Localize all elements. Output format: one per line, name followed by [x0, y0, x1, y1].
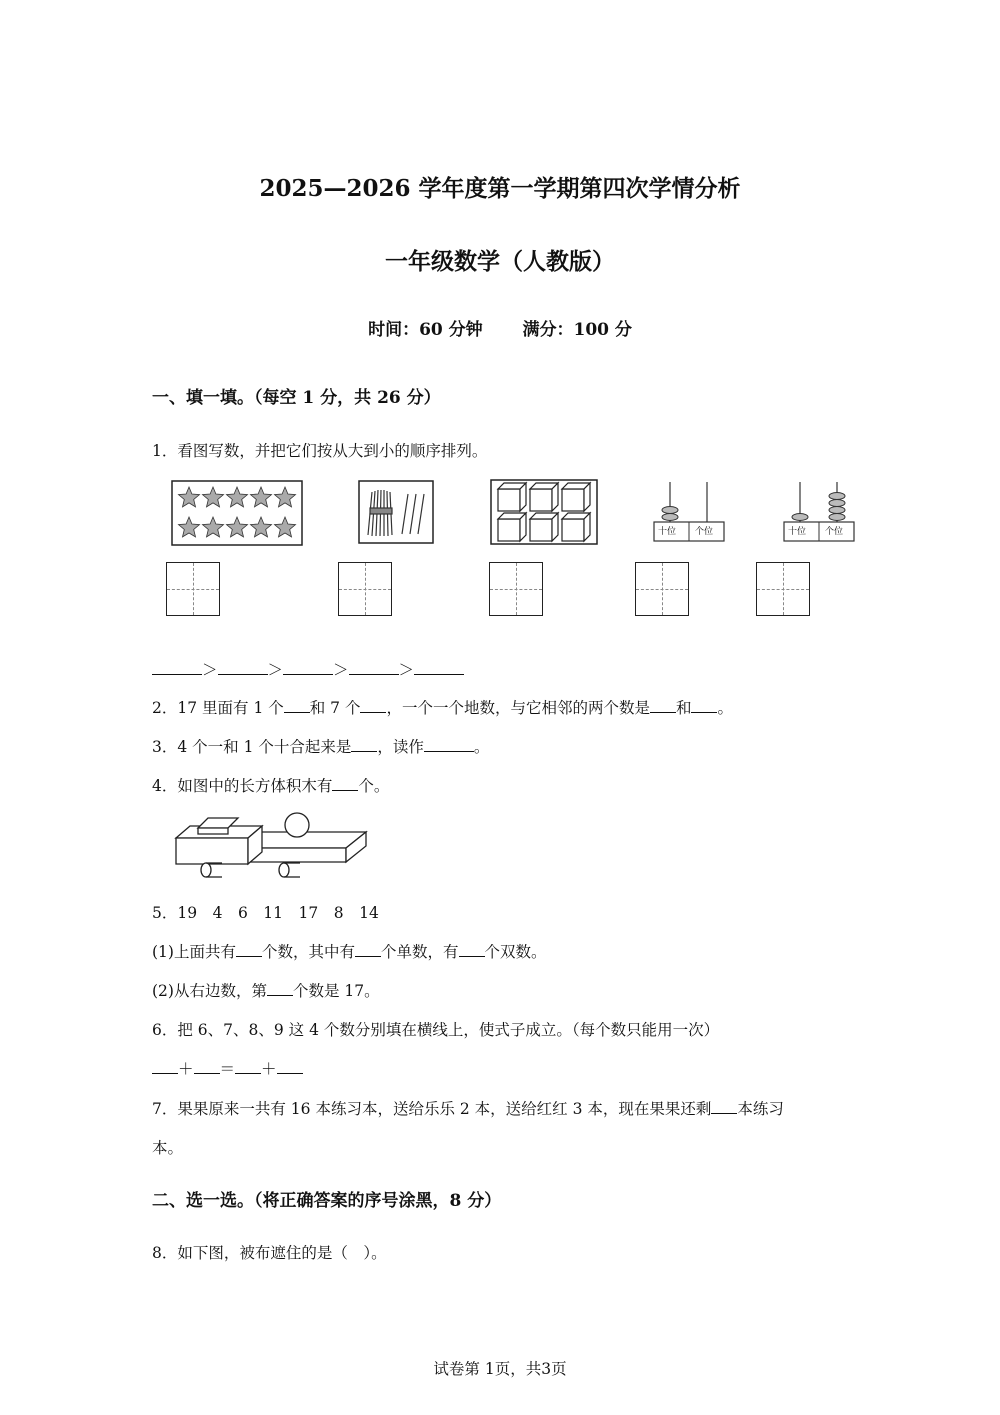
- q5-1-text: (1)上面共有: [152, 943, 236, 961]
- cube-icon: [530, 519, 552, 541]
- answer-blank[interactable]: [235, 1072, 261, 1074]
- answer-box-4[interactable]: [635, 562, 689, 616]
- cube-icon: [562, 519, 584, 541]
- star-icon: [227, 517, 248, 537]
- exam-meta: [0, 315, 1000, 340]
- star-icon: [275, 487, 296, 507]
- q2-text: ，一个一个地数，与它相邻的两个数是: [386, 699, 650, 717]
- question-5: 5．19 4 6 11 17 8 14: [152, 904, 379, 922]
- q5-2-text: (2)从右边数，第: [152, 982, 267, 1000]
- order-blank[interactable]: [152, 673, 202, 675]
- q7-text: 本练习: [737, 1100, 784, 1118]
- order-blank[interactable]: [218, 673, 268, 675]
- star-icon: [251, 487, 272, 507]
- answer-blank[interactable]: [351, 750, 377, 752]
- star-icon: [203, 487, 224, 507]
- order-blank[interactable]: [283, 673, 333, 675]
- q2-text: 2．17 里面有 1 个: [152, 699, 284, 717]
- q5-1-text: 个双数。: [484, 943, 547, 961]
- answer-box-1[interactable]: [166, 562, 220, 616]
- order-blank[interactable]: [349, 673, 399, 675]
- star-icon: [203, 517, 224, 537]
- cubes-figure: [490, 479, 598, 545]
- greater-than-symbol: ＞: [398, 661, 415, 679]
- greater-than-symbol: ＞: [267, 661, 284, 679]
- answer-box-5[interactable]: [756, 562, 810, 616]
- answer-blank[interactable]: [236, 955, 262, 957]
- question-4: [152, 774, 389, 796]
- ordering-line: [152, 658, 464, 680]
- star-icon: [179, 517, 200, 537]
- cube-icon: [562, 489, 584, 511]
- answer-blank[interactable]: [459, 955, 485, 957]
- answer-blank[interactable]: [691, 711, 717, 713]
- answer-blank[interactable]: [650, 711, 676, 713]
- answer-blank[interactable]: [267, 994, 293, 996]
- star-icon: [275, 517, 296, 537]
- answer-blank[interactable]: [152, 1072, 178, 1074]
- equals-symbol: ＝: [219, 1060, 236, 1078]
- q5-1-text: 个数，其中有: [261, 943, 355, 961]
- answer-box-2[interactable]: [338, 562, 392, 616]
- section-2-heading: 二、选一选。（将正确答案的序号涂黑，8 分）: [152, 1191, 502, 1211]
- score-label: 满分：: [522, 320, 574, 340]
- exam-subtitle: 一年级数学（人教版）: [385, 248, 615, 275]
- cube-icon: [498, 519, 520, 541]
- time-value: 60 分钟: [419, 320, 483, 340]
- star-icon: [251, 517, 272, 537]
- answer-blank[interactable]: [332, 789, 358, 791]
- cube-icon: [498, 489, 520, 511]
- stars-figure: [171, 480, 303, 546]
- abacus-1-ones-label: 个位: [695, 527, 714, 537]
- answer-blank[interactable]: [360, 711, 386, 713]
- sticks-bundle-figure: [358, 480, 434, 544]
- question-6: 6．把 6、7、8、9 这 4 个数分别填在横线上，使式子成立。（每个数只能用一次）: [152, 1021, 720, 1039]
- answer-box-3[interactable]: [489, 562, 543, 616]
- cube-icon: [530, 489, 552, 511]
- question-7-cont: 本。: [152, 1139, 184, 1157]
- q7-text: 7．果果原来一共有 16 本练习本，送给乐乐 2 本，送给红红 3 本，现在果果还剩: [152, 1100, 712, 1118]
- abacus-1-tens-label: 十位: [658, 527, 677, 537]
- answer-blank[interactable]: [711, 1112, 737, 1114]
- answer-blank[interactable]: [424, 750, 474, 752]
- score-value: 100 分: [573, 320, 632, 340]
- question-6-equation: [152, 1057, 303, 1079]
- question-8: 8．如下图，被布遮住的是（ ）。: [152, 1244, 387, 1262]
- question-5-2: [152, 979, 380, 1001]
- page-footer: 试卷第 1页，共3页: [433, 1360, 567, 1378]
- q3-text: 3．4 个一和 1 个十合起来是: [152, 738, 352, 756]
- greater-than-symbol: ＞: [202, 661, 218, 679]
- q3-text: 。: [473, 738, 490, 756]
- abacus-2-tens-label: 十位: [788, 527, 807, 537]
- question-7: [152, 1097, 784, 1119]
- answer-blank[interactable]: [194, 1072, 220, 1074]
- abacus-2-ones-label: 个位: [825, 527, 844, 537]
- question-1: 1．看图写数，并把它们按从大到小的顺序排列。: [152, 442, 488, 460]
- blocks-figure: [170, 812, 376, 882]
- q2-text: 。: [717, 699, 733, 717]
- q5-2-text: 个数是 17。: [292, 982, 380, 1000]
- answer-blank[interactable]: [277, 1072, 303, 1074]
- question-3: [152, 735, 489, 757]
- q3-text: ，读作: [377, 738, 424, 756]
- q4-text: 4．如图中的长方体积木有: [152, 777, 333, 795]
- star-icon: [227, 487, 248, 507]
- time-label: 时间：: [368, 320, 420, 340]
- q5-1-text: 个单数，有: [380, 943, 459, 961]
- order-blank[interactable]: [414, 673, 464, 675]
- answer-blank[interactable]: [284, 711, 310, 713]
- exam-title: 2025—2026 学年度第一学期第四次学情分析: [259, 175, 741, 202]
- question-5-1: [152, 940, 547, 962]
- q2-text: 和 7 个: [309, 699, 361, 717]
- plus-symbol: ＋: [261, 1060, 277, 1078]
- question-2: [152, 696, 733, 718]
- greater-than-symbol: ＞: [333, 661, 349, 679]
- section-1-heading: 一、填一填。（每空 1 分，共 26 分）: [152, 388, 441, 408]
- star-icon: [179, 487, 200, 507]
- plus-symbol: ＋: [178, 1060, 194, 1078]
- answer-blank[interactable]: [355, 955, 381, 957]
- q4-text: 个。: [358, 777, 390, 795]
- q2-text: 和: [675, 699, 692, 717]
